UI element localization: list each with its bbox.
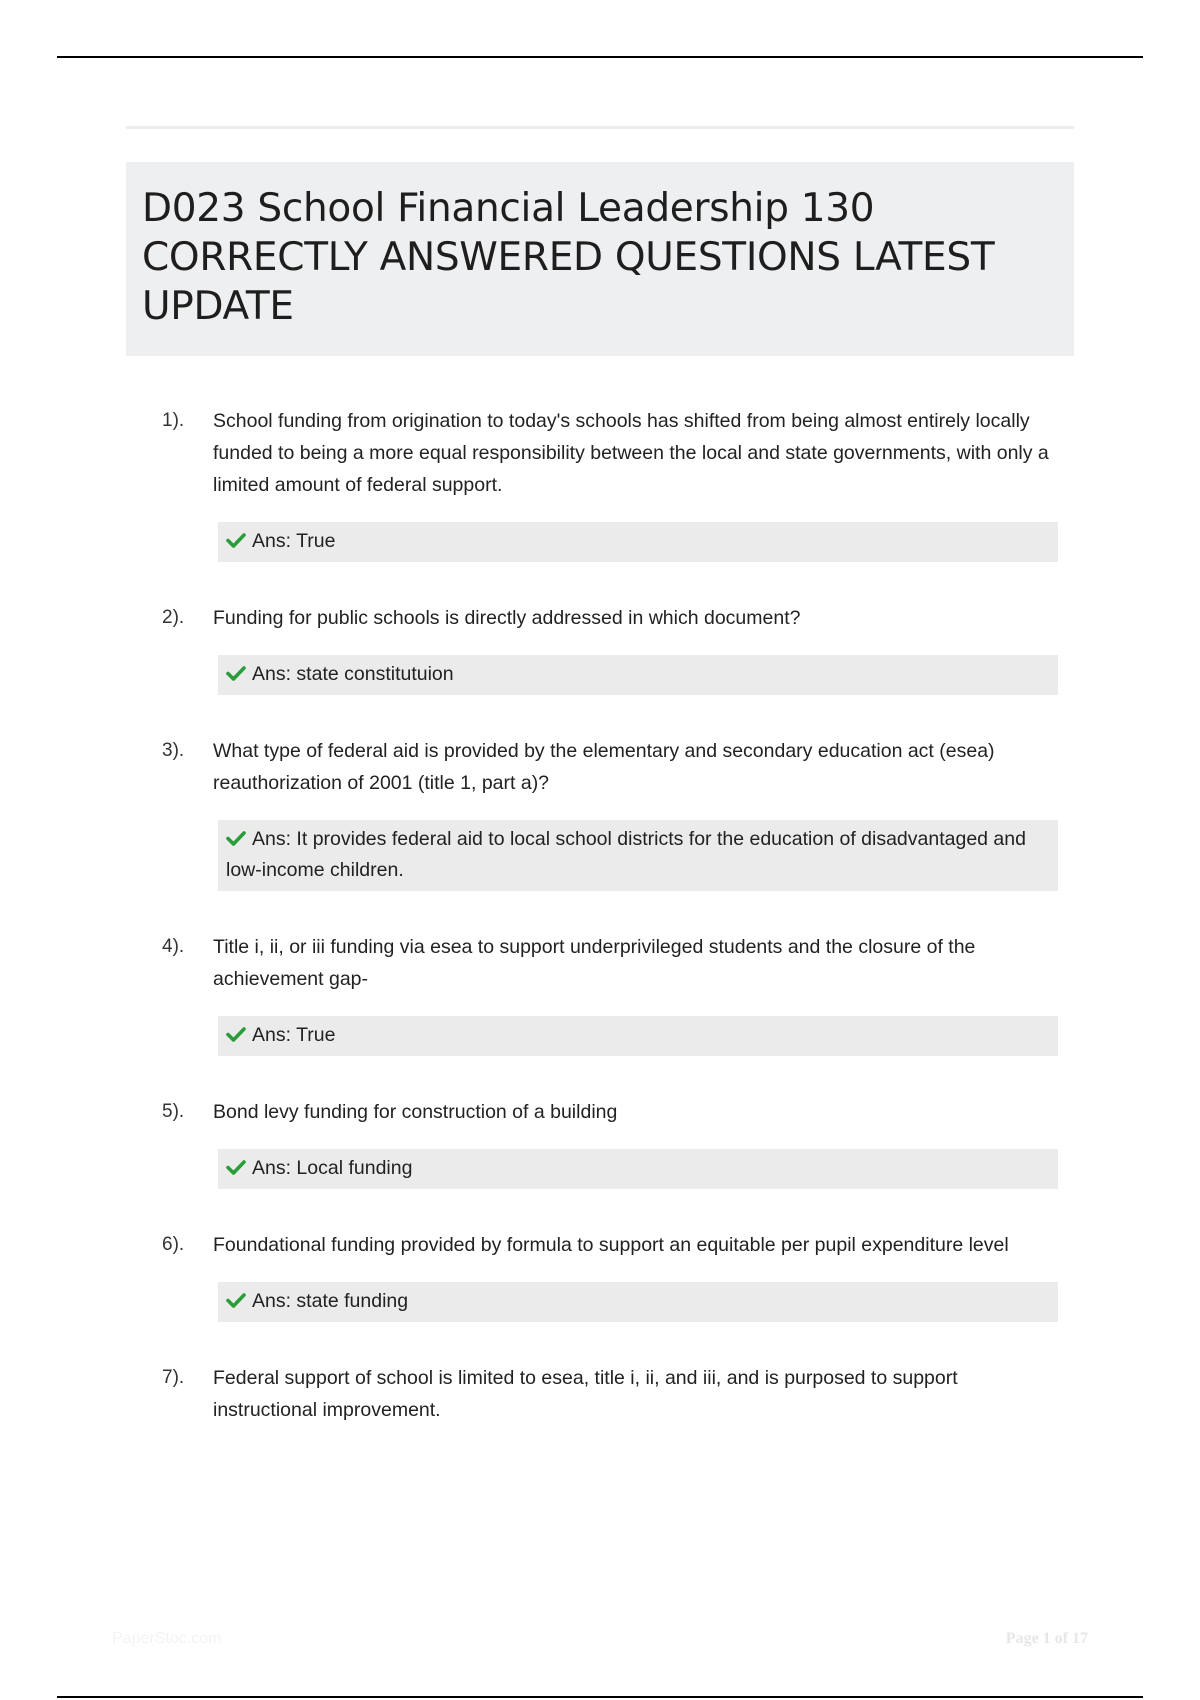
question-number: 7). xyxy=(162,1367,185,1388)
answer-text: Ans: True xyxy=(252,1024,336,1046)
question-number: 5). xyxy=(162,1101,185,1122)
check-icon xyxy=(226,1292,246,1308)
question-text: Federal support of school is limited to esea, title i, ii, and iii, and is purposed to support instructional improvement. xyxy=(213,1367,958,1421)
question-item-6 xyxy=(160,1229,1060,1322)
question-number: 4). xyxy=(162,936,185,957)
check-icon xyxy=(226,665,246,681)
check-icon xyxy=(226,1026,246,1042)
answer-text: Ans: state constitutuion xyxy=(252,663,454,685)
question-text: Foundational funding provided by formula to support an equitable per pupil expenditure level xyxy=(213,1234,1009,1256)
question-item-4 xyxy=(160,931,1060,1056)
question-number: 1). xyxy=(162,410,185,431)
answer-box xyxy=(218,1016,1058,1056)
question-text: What type of federal aid is provided by the elementary and secondary education act (esea) reauthorization of 2001 (title 1, part a)? xyxy=(213,740,995,794)
title-banner xyxy=(126,162,1074,356)
question-item-3 xyxy=(160,735,1060,891)
check-icon xyxy=(226,1159,246,1175)
answer-text: Ans: state funding xyxy=(252,1290,409,1312)
page-number: Page 1 of 17 xyxy=(1005,1630,1088,1647)
answer-text: Ans: Local funding xyxy=(252,1157,413,1179)
check-icon xyxy=(226,532,246,548)
answer-box xyxy=(218,1282,1058,1322)
document-title: D023 School Financial Leadership 130 CORRECTLY ANSWERED QUESTIONS LATEST UPDATE xyxy=(142,186,995,329)
answer-text: Ans: It provides federal aid to local school districts for the education of disadvantaged and low-income children. xyxy=(226,828,1026,881)
question-item-2 xyxy=(160,602,1060,695)
question-text: Bond levy funding for construction of a building xyxy=(213,1101,618,1123)
answer-box xyxy=(218,655,1058,695)
question-text: Title i, ii, or iii funding via esea to support underprivileged students and the closure of the achievement gap- xyxy=(213,936,976,990)
question-text: School funding from origination to today's schools has shifted from being almost entirely locally funded to being a more equal responsibility between the local and state governments, with only a limited amount of federal support. xyxy=(213,410,1049,496)
header-divider xyxy=(126,126,1074,129)
question-item-7 xyxy=(160,1362,1060,1426)
answer-text: Ans: True xyxy=(252,530,336,552)
answer-box xyxy=(218,820,1058,891)
question-number: 2). xyxy=(162,607,185,628)
question-number: 6). xyxy=(162,1234,185,1255)
question-item-5 xyxy=(160,1096,1060,1189)
question-text: Funding for public schools is directly addressed in which document? xyxy=(213,607,801,629)
check-icon xyxy=(226,830,246,846)
answer-box xyxy=(218,522,1058,562)
top-rule xyxy=(57,56,1143,58)
question-number: 3). xyxy=(162,740,185,761)
question-list xyxy=(160,405,1060,1466)
footer-watermark: PaperStoc.com xyxy=(112,1630,222,1647)
bottom-rule xyxy=(57,1696,1143,1698)
question-item-1 xyxy=(160,405,1060,562)
answer-box xyxy=(218,1149,1058,1189)
